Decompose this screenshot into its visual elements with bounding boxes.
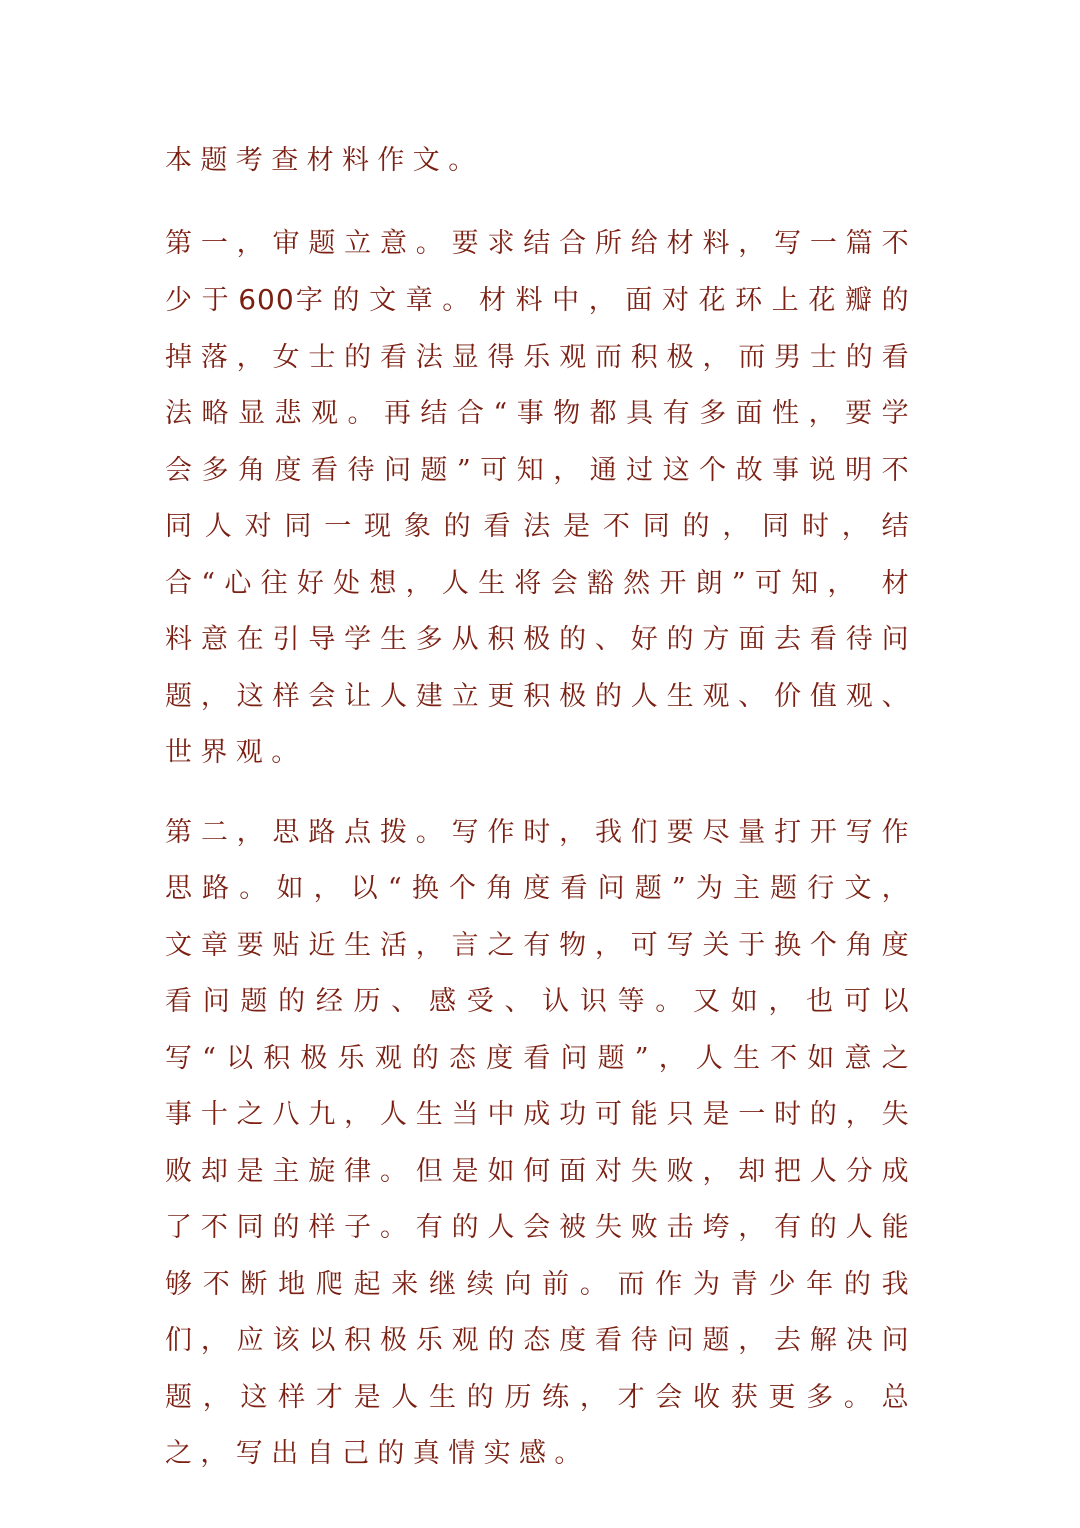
paragraph-topic-analysis	[165, 216, 917, 782]
paragraph-writing-tips: 第二，思路点拨。写作时，我们要尽量打开写作思路。如，以“换个角度看问题”为主题行文，文章要贴近生活，言之有物，可写关于换个角度看问题的经历、感受、认识等。又如，也可以写“以积极乐观的态度看问题”，人生不如意之事十之八九，人生当中成功可能只是一时的，失败却是主旋律。但是如何面对失败，却把人分成了不同的样子。有的人会被失败击垮，有的人能够不断地爬起来继续向前。而作为青少年的我们，应该以积极乐观的态度看待问题，去解决问题，这样才是人生的历练，才会收获更多。总之，写出自己的真情实感。	[165, 816, 917, 1469]
paragraph-1-rest: 字的文章。材料中，面对花环上花瓣的掉落，女士的看法显得乐观而积极，而男士的看法略显悲观。再结合“事物都具有多面性，要学会多角度看待问题”可知，通过这个故事说明不同人对同一现象的看法是不同的，同时，结合“心往好处想，人生将会豁然开朗”可知， 材料意在引导学生多从积极的、好的方面去看待问题，这样会让人建立更积极的人生观、价值观、世界观。	[165, 285, 917, 768]
paragraph-1-lead: 第一，审题立意。要求结合所给材料，写一篇不少于	[165, 227, 917, 316]
intro-line: 本题考查材料作文。	[165, 145, 484, 176]
article-body	[165, 133, 917, 1483]
word-count-number: 600	[238, 283, 295, 316]
